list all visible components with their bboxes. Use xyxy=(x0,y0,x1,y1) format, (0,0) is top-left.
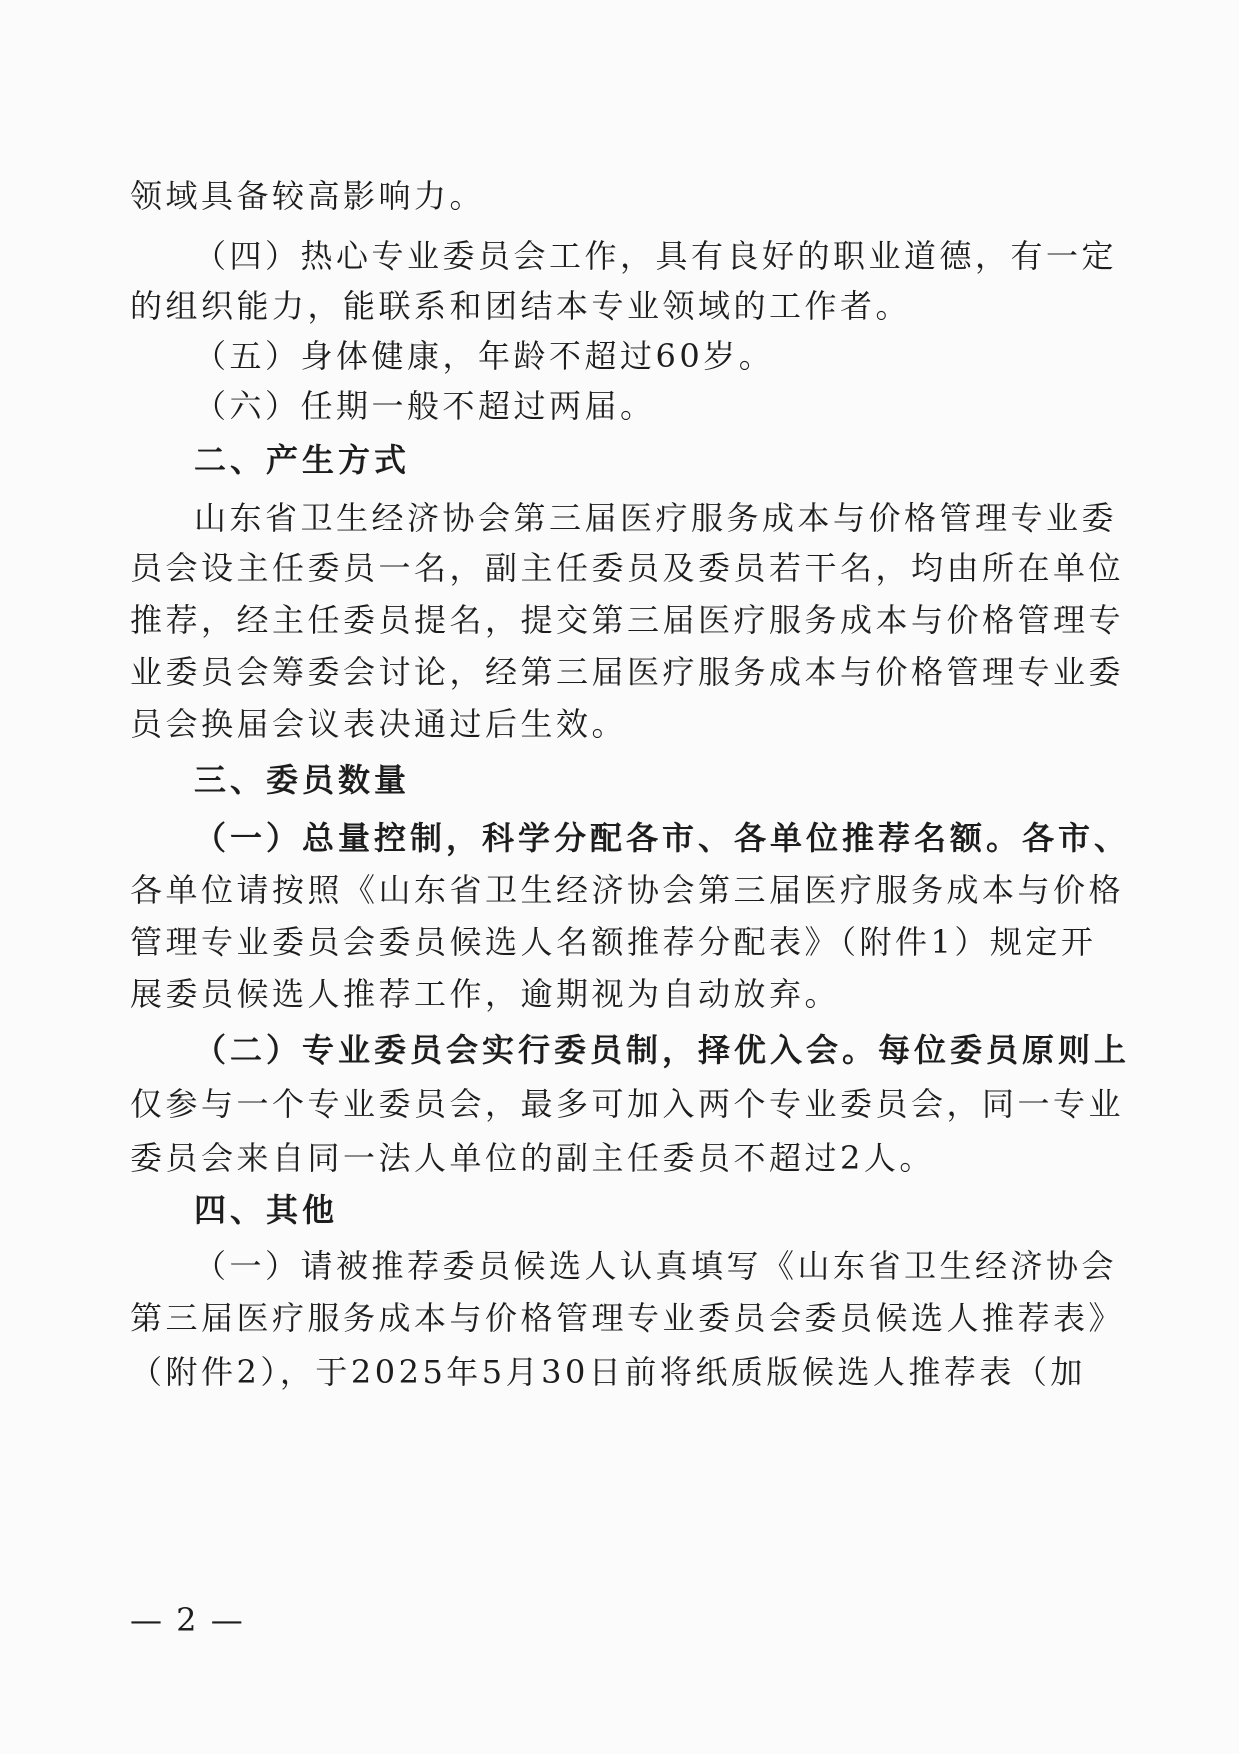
text-line-bold: （二）专业委员会实行委员制，择优入会。每位委员原则上 xyxy=(194,1031,1131,1069)
text-line: （五）身体健康，年龄不超过60岁。 xyxy=(194,337,775,375)
text-line: 仅参与一个专业委员会，最多可加入两个专业委员会，同一专业 xyxy=(130,1085,1125,1123)
text-line: 业委员会筹委会讨论，经第三届医疗服务成本与价格管理专业委 xyxy=(130,653,1125,691)
text-line: 管理专业委员会委员候选人名额推荐分配表》（附件1）规定开 xyxy=(130,923,1097,961)
text-line: （一）请被推荐委员候选人认真填写《山东省卫生经济协会 xyxy=(194,1247,1118,1285)
text-line: 的组织能力，能联系和团结本专业领域的工作者。 xyxy=(130,287,912,325)
section-heading: 四、其他 xyxy=(194,1191,339,1229)
section-heading: 三、委员数量 xyxy=(194,761,411,799)
page-number: — 2 — xyxy=(130,1601,245,1639)
text-line: 推荐，经主任委员提名，提交第三届医疗服务成本与价格管理专 xyxy=(130,601,1125,639)
text-line-bold: （一）总量控制，科学分配各市、各单位推荐名额。各市、 xyxy=(194,819,1131,857)
text-line: （附件2），于2025年5月30日前将纸质版候选人推荐表（加 xyxy=(130,1353,1086,1391)
text-line: 各单位请按照《山东省卫生经济协会第三届医疗服务成本与价格 xyxy=(130,871,1125,909)
text-line: （四）热心专业委员会工作，具有良好的职业道德，有一定 xyxy=(194,237,1118,275)
text-line: 第三届医疗服务成本与价格管理专业委员会委员候选人推荐表》 xyxy=(130,1299,1125,1337)
text-line: 山东省卫生经济协会第三届医疗服务成本与价格管理专业委 xyxy=(194,499,1118,537)
text-line: 领域具备较高影响力。 xyxy=(130,177,486,215)
text-line: 展委员候选人推荐工作，逾期视为自动放弃。 xyxy=(130,975,841,1013)
text-line: 员会换届会议表决通过后生效。 xyxy=(130,705,628,743)
text-line: （六）任期一般不超过两届。 xyxy=(194,387,656,425)
text-line: 委员会来自同一法人单位的副主任委员不超过2人。 xyxy=(130,1139,935,1177)
section-heading: 二、产生方式 xyxy=(194,441,411,479)
text-line: 员会设主任委员一名，副主任委员及委员若干名，均由所在单位 xyxy=(130,549,1125,587)
